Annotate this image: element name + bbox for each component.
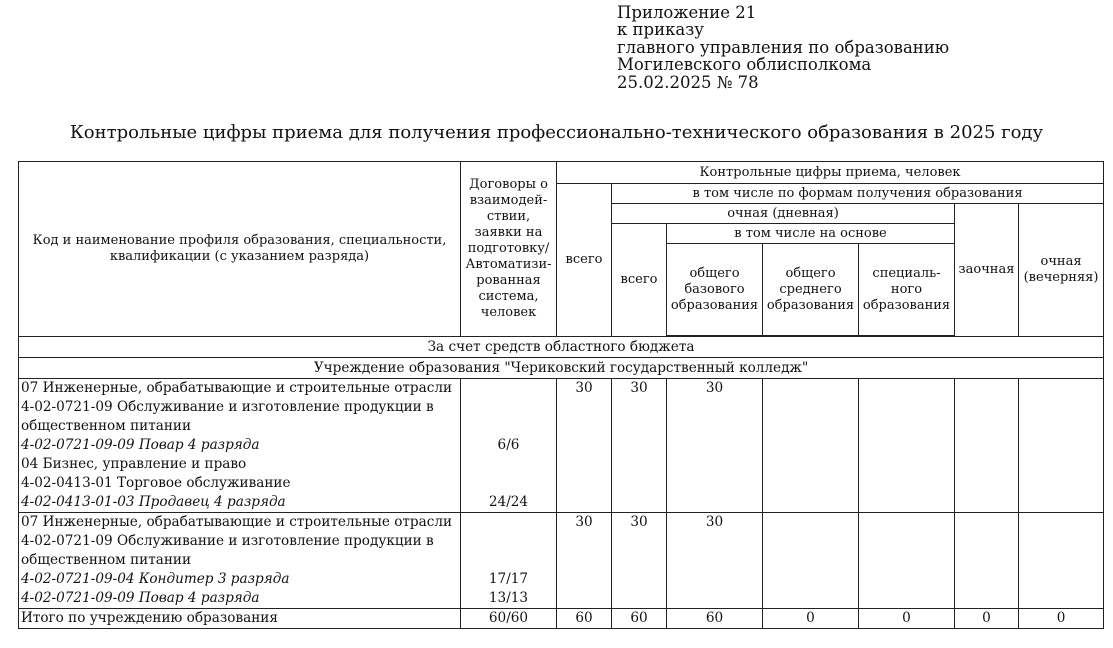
special-cell [859,379,955,513]
qualification-line: 4-02-0721-09-09 Повар 4 разряда [21,590,260,606]
header-including-basis: в том числе на основе [667,224,955,244]
profile-line: общественном питании [21,418,192,434]
header-secondary-general: общего среднего образования [763,244,859,336]
header-day-total: всего [612,224,667,337]
total-basic-general: 60 [667,609,763,629]
profile-line: 4-02-0413-01 Торговое обслуживание [21,475,291,491]
qualification-line: 4-02-0721-09-09 Повар 4 разряда [21,437,260,453]
profile-cell [19,513,461,609]
header-code-name: Код и наименование профиля образования, специальности, квалификации (с указанием разряда) [19,162,461,337]
profile-line: общественном питании [21,552,192,568]
header-day-form: очная (дневная) [612,204,955,224]
header-basic-general: общего базового образования [667,244,763,336]
profile-line: 4-02-0721-09 Обслуживание и изготовление продукции в [21,399,434,415]
contracts-value: 17/17 [488,571,529,587]
total-evening: 0 [1019,609,1104,629]
header-evening: очная (вечерняя) [1019,204,1104,337]
institution-name: Учреждение образования "Чериковский государственный колледж" [19,358,1104,379]
annex-line: Могилевского облисполкома [617,55,872,75]
annex-line: к приказу [617,20,704,40]
document-title: Контрольные цифры приема для получения профессионально-технического образования в 2025 году [69,122,1044,143]
annex-line: Приложение 21 [617,3,757,22]
total-day-total: 60 [612,609,667,629]
secondary-general-cell [763,513,859,609]
total-total: 60 [557,609,612,629]
header-special: специаль-ного образования [859,244,955,336]
profile-cell [19,379,461,513]
table-row [19,513,1104,609]
evening-cell [1019,379,1104,513]
header-control-figures: Контрольные цифры приема, человек [557,162,1104,184]
contracts-value: 13/13 [488,590,529,606]
contracts-value: 24/24 [488,494,529,510]
contracts-cell [461,379,557,513]
header-extramural: заочная [955,204,1019,337]
contracts-cell [461,513,557,609]
contracts-value: 6/6 [497,437,520,453]
day-total-cell: 30 [612,513,667,609]
annex-line: главного управления по образованию [617,37,950,57]
budget-section-label: За счет средств областного бюджета [19,337,1104,358]
day-total-cell: 30 [612,379,667,513]
total-secondary-general: 0 [763,609,859,629]
extramural-cell [955,379,1019,513]
total-special: 0 [859,609,955,629]
annex-date: 25.02.2025 № 78 [617,72,759,92]
total-contracts: 60/60 [461,609,557,629]
total-extramural: 0 [955,609,1019,629]
header-contracts: Договоры о взаимодей-ствии, заявки на подготовку/ Автоматизи-рованная система, человек [461,162,557,337]
qualification-line: 4-02-0413-01-03 Продавец 4 разряда [21,494,286,510]
profile-line: 07 Инженерные, обрабатывающие и строительные отрасли [21,514,453,530]
table-row [19,379,1104,513]
admission-table [18,161,1104,629]
extramural-cell [955,513,1019,609]
total-label: Итого по учреждению образования [19,609,461,629]
basic-general-cell: 30 [667,379,763,513]
profile-line: 4-02-0721-09 Обслуживание и изготовление продукции в [21,533,434,549]
total-cell: 30 [557,379,612,513]
qualification-line: 4-02-0721-09-04 Кондитер 3 разряда [21,571,290,587]
special-cell [859,513,955,609]
basic-general-cell: 30 [667,513,763,609]
secondary-general-cell [763,379,859,513]
total-cell: 30 [557,513,612,609]
profile-line: 04 Бизнес, управление и право [21,456,247,472]
profile-line: 07 Инженерные, обрабатывающие и строительные отрасли [21,380,453,396]
evening-cell [1019,513,1104,609]
annex-block [617,4,949,91]
header-total: всего [557,184,612,337]
header-including-forms: в том числе по формам получения образования [612,184,1104,204]
total-row [19,609,1104,629]
